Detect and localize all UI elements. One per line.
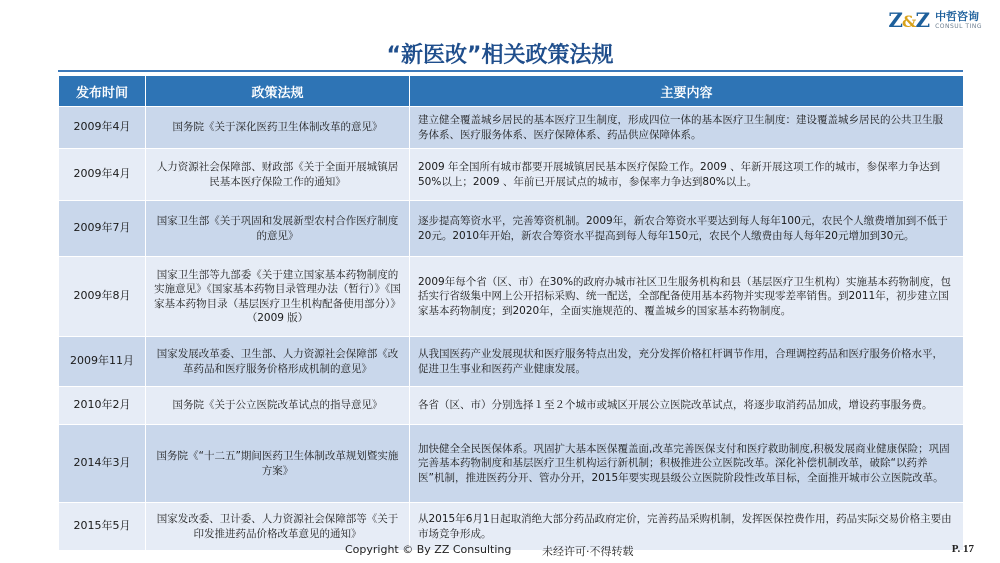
row-content: 从我国医药产业发展现状和医疗服务特点出发，充分发挥价格杠杆调节作用，合理调控药品和医疗服务价格水平，促进卫生事业和医药产业健康发展。 (410, 337, 964, 387)
row-content: 2009 年全国所有城市都要开展城镇居民基本医疗保险工作。2009 、年新开展这项工作的城市，参保率力争达到50%以上；2009 、年前已开展试点的城市，参保率力争达到80%以上。 (410, 149, 964, 201)
footer (0, 541, 1000, 561)
row-content: 加快健全全民医保体系。巩固扩大基本医保覆盖面,改革完善医保支付和医疗救助制度,积极发展商业健康保险；巩固完善基本药物制度和基层医疗卫生机构运行新机制；积极推进公立医院改革。深化补偿机制改革，破除“以药养医”机制，推进医药分开、管办分开，2015年要实现县级公立医院阶段性改革目标，全面推开城市公立医院改革。 (410, 425, 964, 503)
company-logo (888, 8, 982, 32)
row-policy: 国家发改委、卫计委、人力资源社会保障部等《关于印发推进药品价格改革意见的通知》 (146, 503, 410, 551)
logo-text (935, 11, 982, 30)
table-row (59, 425, 964, 503)
row-content: 逐步提高筹资水平，完善筹资机制。2009年，新农合筹资水平要达到每人每年100元，农民个人缴费增加到不低于20元。2010年开始，新农合筹资水平提高到每人每年150元，农民个人缴费由每人每年20元增加到30元。 (410, 201, 964, 257)
logo-name-cn: 中哲咨询 (935, 9, 980, 23)
row-date: 2009年4月 (59, 149, 146, 201)
row-policy: 国务院《关于公立医院改革试点的指导意见》 (146, 387, 410, 425)
title-divider (58, 70, 963, 72)
row-date: 2009年11月 (59, 337, 146, 387)
table-row (59, 107, 964, 149)
table-row (59, 387, 964, 425)
header-date: 发布时间 (59, 76, 146, 107)
row-policy: 国务院《关于深化医药卫生体制改革的意见》 (146, 107, 410, 149)
row-policy: 国家发展改革委、卫生部、人力资源社会保障部《改革药品和医疗服务价格形成机制的意见》 (146, 337, 410, 387)
row-policy: 国家卫生部等九部委《关于建立国家基本药物制度的实施意见》《国家基本药物目录管理办法（暂行）》《国家基本药物目录（基层医疗卫生机构配备使用部分）》（2009 版） (146, 257, 410, 337)
table-header-row (59, 76, 964, 107)
row-content: 2009年每个省（区、市）在30%的政府办城市社区卫生服务机构和县（基层医疗卫生机构）实施基本药物制度，包括实行省级集中网上公开招标采购、统一配送，全部配备使用基本药物并实现零差率销售。到2011年，初步建立国家基本药物制度；到2020年，全面实施规范的、覆盖城乡的国家基本药物制度。 (410, 257, 964, 337)
row-content: 各省（区、市）分别选择１至２个城市或城区开展公立医院改革试点，将逐步取消药品加成，增设药事服务费。 (410, 387, 964, 425)
row-date: 2009年4月 (59, 107, 146, 149)
row-policy: 人力资源社会保障部、财政部《关于全面开展城镇居民基本医疗保险工作的通知》 (146, 149, 410, 201)
row-content: 从2015年6月1日起取消绝大部分药品政府定价，完善药品采购机制，发挥医保控费作用，药品实际交易价格主要由市场竞争形成。 (410, 503, 964, 551)
table-row (59, 201, 964, 257)
logo-mark: Z&Z (888, 8, 930, 32)
policy-table (58, 75, 964, 551)
page-number: P. 17 (951, 543, 974, 555)
row-date: 2010年2月 (59, 387, 146, 425)
logo-name-en: CONSUL TING (935, 22, 982, 30)
table-row (59, 257, 964, 337)
header-policy: 政策法规 (146, 76, 410, 107)
table-row (59, 337, 964, 387)
row-date: 2014年3月 (59, 425, 146, 503)
row-date: 2009年8月 (59, 257, 146, 337)
table-row (59, 149, 964, 201)
row-policy: 国务院《“十二五”期间医药卫生体制改革规划暨实施方案》 (146, 425, 410, 503)
row-content: 建立健全覆盖城乡居民的基本医疗卫生制度，形成四位一体的基本医疗卫生制度：建设覆盖城乡居民的公共卫生服务体系、医疗服务体系、医疗保障体系、药品供应保障体系。 (410, 107, 964, 149)
header-content: 主要内容 (410, 76, 964, 107)
page-title: “新医改”相关政策法规 (386, 43, 614, 68)
row-date: 2015年5月 (59, 503, 146, 551)
row-policy: 国家卫生部《关于巩固和发展新型农村合作医疗制度的意见》 (146, 201, 410, 257)
reprint-notice: 未经许可·不得转载 (542, 545, 634, 558)
row-date: 2009年7月 (59, 201, 146, 257)
copyright-text: Copyright © By ZZ Consulting (345, 543, 512, 556)
